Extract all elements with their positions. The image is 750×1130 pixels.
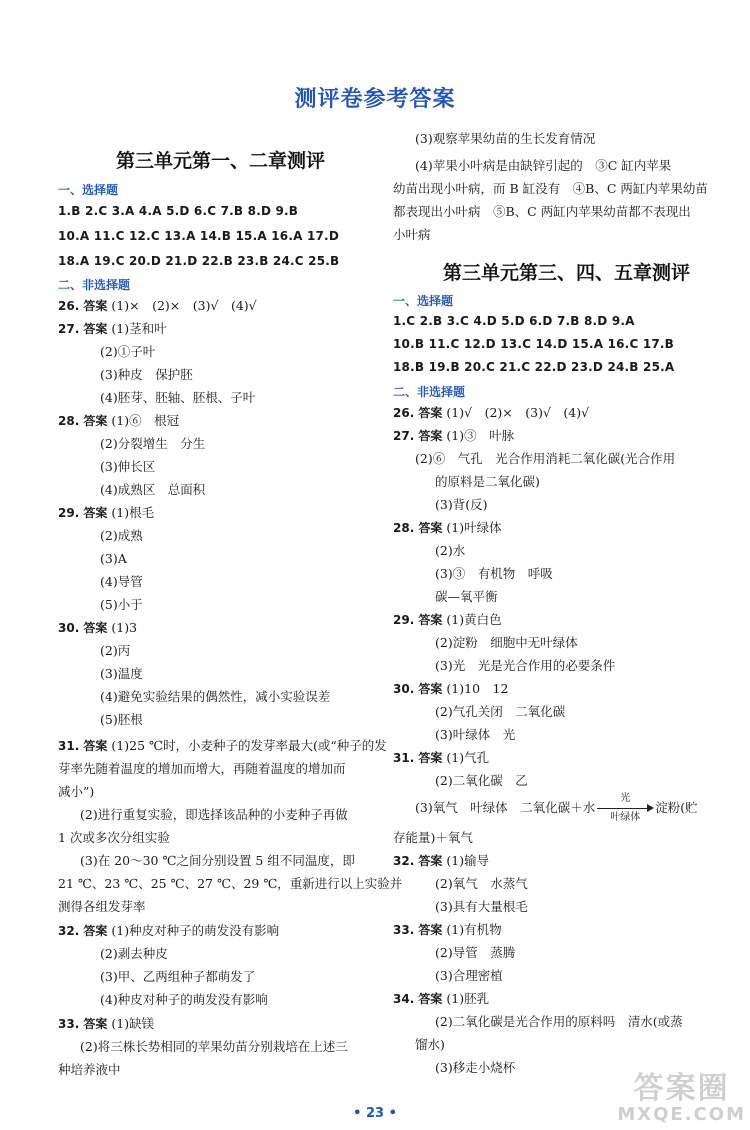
answer-text: (1)有机物 xyxy=(442,922,502,937)
left-answer-line xyxy=(58,711,143,729)
right-answer-line xyxy=(393,852,489,870)
answer-label: 28. 答案 xyxy=(393,521,443,535)
right-answer-line xyxy=(393,1036,445,1054)
left-answer-line xyxy=(58,783,94,801)
answer-label: 27. 答案 xyxy=(58,322,108,336)
right-answer-line xyxy=(393,921,502,939)
right-answer-line xyxy=(393,634,578,652)
answer-text: (4)导管 xyxy=(100,574,143,589)
photosynthesis-formula xyxy=(415,793,698,823)
answer-text: (1)胚乳 xyxy=(442,991,490,1006)
section-label-mcq-left: 一、选择题 xyxy=(58,183,119,197)
answer-text: (1)③ 叶脉 xyxy=(442,428,515,443)
right-answer-line xyxy=(393,611,502,629)
answer-text: (2)进行重复实验，即选择该品种的小麦种子再做 xyxy=(80,807,348,822)
answer-text: (2)①子叶 xyxy=(100,344,156,359)
mcq-row-left-2: 10.A 11.C 12.C 13.A 14.B 15.A 16.A 17.D xyxy=(58,229,339,243)
right-answer-line xyxy=(393,944,515,962)
left-answer-line xyxy=(58,458,155,476)
right-continued-line xyxy=(393,203,691,221)
arrow-condition-above: 光 xyxy=(620,793,631,804)
answer-text: (2)成熟 xyxy=(100,528,143,543)
answer-text: (3)背(反) xyxy=(435,497,488,512)
left-answer-line xyxy=(58,435,205,453)
answer-label: 30. 答案 xyxy=(58,621,108,635)
left-answer-line xyxy=(58,481,205,499)
answer-text: (1)√ (2)× (3)√ (4)√ xyxy=(442,405,590,420)
answer-label: 33. 答案 xyxy=(58,1017,108,1031)
answer-text: (3)甲、乙两组种子都萌发了 xyxy=(100,969,256,984)
right-answer-line xyxy=(393,726,515,744)
right-answer-line xyxy=(393,588,498,606)
watermark-logo: 答案圈 MXQE.COM xyxy=(617,1071,746,1125)
answer-text: (3)移走小烧杯 xyxy=(435,1060,516,1075)
right-answer-line xyxy=(393,1059,515,1077)
answer-text: (1)种皮对种子的萌发没有影响 xyxy=(107,923,280,938)
left-answer-line xyxy=(58,297,257,315)
left-answer-line xyxy=(58,412,179,430)
answer-label: 34. 答案 xyxy=(393,992,443,1006)
answer-text: 都表现出小叶病 ⑤B、C 两缸内苹果幼苗都不表现出 xyxy=(393,204,691,219)
right-answer-line xyxy=(393,657,615,675)
answer-text: (1)输导 xyxy=(442,853,490,868)
right-continued-line xyxy=(393,180,708,198)
right-answer-line xyxy=(393,967,503,985)
answer-text: (3)温度 xyxy=(100,666,143,681)
left-answer-line xyxy=(58,366,193,384)
reaction-arrow xyxy=(595,793,655,823)
answer-label: 29. 答案 xyxy=(58,506,108,520)
right-answer-line xyxy=(393,427,514,445)
left-answer-line xyxy=(58,320,167,338)
right-answer-line xyxy=(393,519,502,537)
right-continued-line xyxy=(393,226,431,244)
answer-text: (1)3 xyxy=(107,620,138,635)
right-answer-line xyxy=(393,1013,683,1031)
right-answer-line xyxy=(393,496,487,514)
answer-label: 29. 答案 xyxy=(393,613,443,627)
answer-label: 32. 答案 xyxy=(58,924,108,938)
right-continued-line xyxy=(393,130,595,148)
answer-text: (5)胚根 xyxy=(100,712,143,727)
answer-text: 馏水) xyxy=(415,1037,445,1052)
answer-text: (3)伸长区 xyxy=(100,459,156,474)
answer-text: (3)合理密植 xyxy=(435,968,503,983)
arrow-condition-below: 叶绿体 xyxy=(610,812,641,823)
right-answer-line xyxy=(393,898,528,916)
answer-text: (1)× (2)× (3)√ (4)√ xyxy=(107,298,257,313)
right-answer-line xyxy=(393,565,553,583)
right-answer-line xyxy=(393,473,540,491)
section-label-mcq-right: 一、选择题 xyxy=(393,294,454,308)
left-answer-line xyxy=(58,573,143,591)
answer-text: (3)③ 有机物 呼吸 xyxy=(435,566,553,581)
answer-text: (4)避免实验结果的偶然性，减小实验误差 xyxy=(100,689,331,704)
answer-text: (2)氧气 水蒸气 xyxy=(435,876,528,891)
right-answer-line xyxy=(393,990,489,1008)
section-label-free-right: 二、非选择题 xyxy=(393,385,466,399)
left-answer-line xyxy=(58,968,255,986)
left-answer-line xyxy=(58,504,154,522)
left-answer-line xyxy=(58,898,146,916)
answer-text: (4)苹果小叶病是由缺锌引起的 ③C 缸内苹果 xyxy=(415,158,672,173)
answer-label: 27. 答案 xyxy=(393,429,443,443)
answer-text: 幼苗出现小叶病，而 B 缸没有 ④B、C 两缸内苹果幼苗 xyxy=(393,181,708,196)
right-answer-line xyxy=(393,542,465,560)
left-answer-line xyxy=(58,922,279,940)
answer-text: (5)小于 xyxy=(100,597,143,612)
right-answer-line xyxy=(393,680,508,698)
mcq-row-right-3: 18.B 19.B 20.C 21.C 22.D 23.D 24.B 25.A xyxy=(393,360,675,374)
answer-text: (2)淀粉 细胞中无叶绿体 xyxy=(435,635,578,650)
left-answer-line xyxy=(58,945,168,963)
formula-prefix: (3)氧气 叶绿体 二氧化碳＋水 xyxy=(415,800,596,815)
left-answer-line xyxy=(58,619,137,637)
formula-suffix: 淀粉(贮 xyxy=(655,800,698,815)
answer-text: (3)A xyxy=(100,551,127,566)
answer-text: 小叶病 xyxy=(393,227,431,242)
answer-text: 21 ℃、23 ℃、25 ℃、27 ℃、29 ℃，重新进行以上实验并 xyxy=(58,876,403,891)
right-answer-line xyxy=(393,749,489,767)
section-label-free-left: 二、非选择题 xyxy=(58,278,131,292)
right-continued-line xyxy=(393,157,671,175)
answer-text: (3)观察苹果幼苗的生长发育情况 xyxy=(415,131,596,146)
left-answer-line xyxy=(58,875,402,893)
right-answer-line xyxy=(393,450,675,468)
answer-text: (2)分裂增生 分生 xyxy=(100,436,206,451)
right-answer-line xyxy=(393,829,473,847)
answer-label: 31. 答案 xyxy=(58,739,108,753)
answer-text: 碳—氧平衡 xyxy=(435,589,498,604)
answer-text: (1)黄白色 xyxy=(442,612,502,627)
answer-text: 芽率先随着温度的增加而增大，再随着温度的增加而 xyxy=(58,761,346,776)
answer-text: (2)导管 蒸腾 xyxy=(435,945,516,960)
left-answer-line xyxy=(58,665,143,683)
left-answer-line xyxy=(58,852,355,870)
answer-text: (3)叶绿体 光 xyxy=(435,727,516,742)
mcq-row-right-2: 10.B 11.C 12.D 13.C 14.D 15.A 16.C 17.B xyxy=(393,337,675,351)
answer-text: (1)根毛 xyxy=(107,505,155,520)
answer-text: (3)在 20～30 ℃之间分别设置 5 组不同温度，即 xyxy=(80,853,355,868)
left-answer-line xyxy=(58,829,170,847)
right-answer-line xyxy=(393,875,528,893)
answer-text: (3)光 光是光合作用的必要条件 xyxy=(435,658,616,673)
answer-text: (2)水 xyxy=(435,543,466,558)
answer-text: (1)缺镁 xyxy=(107,1016,155,1031)
left-answer-line xyxy=(58,760,346,778)
answer-text: 种培养液中 xyxy=(58,1062,121,1077)
answer-label: 26. 答案 xyxy=(58,299,108,313)
page-number: • 23 • xyxy=(353,1106,397,1121)
right-answer-line xyxy=(393,703,565,721)
left-answer-line xyxy=(58,737,387,755)
mcq-row-left-1: 1.B 2.C 3.A 4.A 5.D 6.C 7.B 8.D 9.B xyxy=(58,204,299,218)
answer-text: 的原料是二氧化碳) xyxy=(435,474,540,489)
answer-text: (2)丙 xyxy=(100,643,131,658)
answer-text: (2)二氧化碳是光合作用的原料吗 清水(或蒸 xyxy=(435,1014,683,1029)
left-answer-line xyxy=(58,642,130,660)
answer-text: (1)⑥ 根冠 xyxy=(107,413,180,428)
answer-text: (4)胚芽、胚轴、胚根、子叶 xyxy=(100,390,256,405)
right-answer-line xyxy=(393,772,528,790)
right-answer-line xyxy=(393,404,589,422)
answer-text: (1)气孔 xyxy=(442,750,490,765)
section-heading-right: 第三单元第三、四、五章测评 xyxy=(443,262,691,284)
answer-text: 1 次或多次分组实验 xyxy=(58,830,170,845)
answer-label: 31. 答案 xyxy=(393,751,443,765)
answer-text: (3)种皮 保护胚 xyxy=(100,367,193,382)
answer-text: (3)具有大量根毛 xyxy=(435,899,528,914)
answer-text: (1)10 12 xyxy=(442,681,509,696)
page-number-value: 23 xyxy=(365,1106,385,1121)
left-answer-line xyxy=(58,688,330,706)
answer-label: 28. 答案 xyxy=(58,414,108,428)
left-answer-line xyxy=(58,389,255,407)
left-answer-line xyxy=(58,1061,121,1079)
answer-text: (1)25 ℃时，小麦种子的发芽率最大(或“种子的发 xyxy=(107,738,387,753)
answer-label: 26. 答案 xyxy=(393,406,443,420)
answer-text: (2)将三株长势相同的苹果幼苗分别栽培在上述三 xyxy=(80,1039,348,1054)
left-answer-line xyxy=(58,596,143,614)
left-answer-line xyxy=(58,527,143,545)
section-heading-left: 第三单元第一、二章测评 xyxy=(116,150,326,172)
answer-text: 存能量)＋氧气 xyxy=(393,830,473,845)
left-answer-line xyxy=(58,1015,154,1033)
answer-text: (1)茎和叶 xyxy=(107,321,167,336)
answer-label: 33. 答案 xyxy=(393,923,443,937)
answer-text: (2)⑥ 气孔 光合作用消耗二氧化碳(光合作用 xyxy=(415,451,676,466)
left-answer-line xyxy=(58,806,348,824)
answer-label: 32. 答案 xyxy=(393,854,443,868)
answer-text: (1)叶绿体 xyxy=(442,520,502,535)
left-answer-line xyxy=(58,550,127,568)
answer-text: 测得各组发芽率 xyxy=(58,899,146,914)
left-answer-line xyxy=(58,1038,348,1056)
answer-text: (2)剥去种皮 xyxy=(100,946,168,961)
left-answer-line xyxy=(58,343,155,361)
answer-text: (4)种皮对种子的萌发没有影响 xyxy=(100,992,268,1007)
answer-text: (2)气孔关闭 二氧化碳 xyxy=(435,704,566,719)
answer-text: (2)二氧化碳 乙 xyxy=(435,773,528,788)
page-title: 测评卷参考答案 xyxy=(294,87,456,112)
answer-text: 减小”) xyxy=(58,784,95,799)
left-answer-line xyxy=(58,991,268,1009)
answer-text: (4)成熟区 总面积 xyxy=(100,482,206,497)
mcq-row-right-1: 1.C 2.B 3.C 4.D 5.D 6.D 7.B 8.D 9.A xyxy=(393,314,635,328)
mcq-row-left-3: 18.A 19.C 20.D 21.D 22.B 23.B 24.C 25.B xyxy=(58,254,340,268)
answer-label: 30. 答案 xyxy=(393,682,443,696)
